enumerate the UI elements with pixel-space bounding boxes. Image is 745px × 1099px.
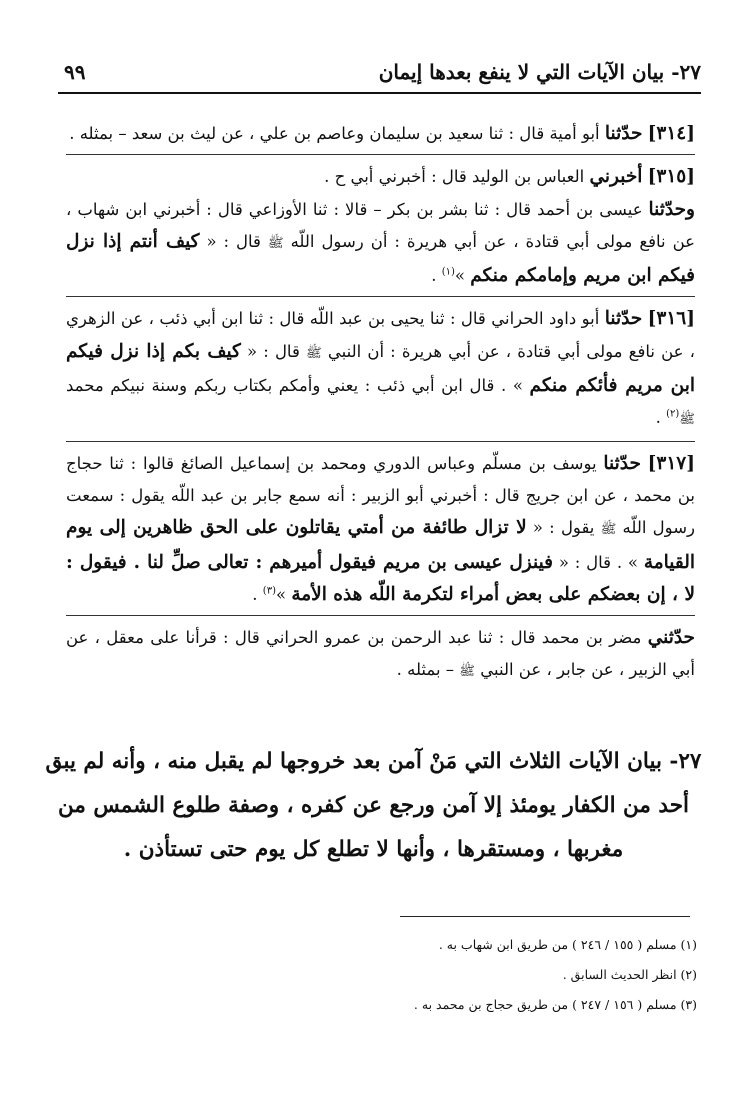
hadith-number: [٣١٦] — [647, 308, 695, 330]
salutation-mark: ﷺ — [679, 412, 695, 428]
hadith-number: [٣١٧] — [647, 452, 695, 474]
footnote-1: (١) مسلم ( ١٥٥ / ٢٤٦ ) من طريق ابن شهاب به . — [438, 937, 697, 952]
narration-lead: حدّثنا — [603, 452, 641, 474]
hadith-text: أبو أمية قال : ثنا سعيد بن سليمان وعاصم بن علي ، عن ليث بن سعد – بمثله . — [69, 124, 605, 143]
hadith-text: العباس بن الوليد قال : أخبرني أبي ح . — [324, 167, 590, 187]
hadith-text: قال : « — [199, 231, 268, 251]
prophetic-quote: كيف أنتم إذا نزل فيكم ابن مريم وإمامكم منكم — [66, 230, 695, 287]
quote-close: » — [275, 584, 292, 604]
footnotes — [60, 930, 697, 1020]
prophetic-quote: لا تزال طائفة من أمتي يقاتلون على الحق ظاهرين إلى يوم القيامة — [66, 517, 695, 573]
footnote-ref: (٢) — [666, 408, 680, 420]
narration-lead: وحدّثنا — [648, 198, 695, 220]
sentence-end: . — [655, 408, 667, 428]
narration-lead: حدّثنا — [604, 123, 643, 144]
hadith-number: [٣١٤] — [647, 123, 695, 144]
narration-lead: أخبرني — [589, 166, 643, 188]
narration-lead: حدّثنا — [604, 308, 643, 330]
sentence-end: . — [252, 584, 263, 604]
hadith-text: مضر بن محمد قال : ثنا عبد الرحمن بن عمرو الحراني قال : قرأنا على معقل ، عن أبي الزبير ، عن جابر ، عن النبي — [66, 628, 695, 680]
sentence-end: . — [431, 266, 442, 286]
page-number: ٩٩ — [64, 60, 86, 84]
footnote-2: (٢) انظر الحديث السابق . — [562, 967, 697, 982]
section-divider — [66, 441, 695, 442]
salutation-mark: ﷺ — [306, 345, 322, 361]
section-divider — [66, 615, 695, 616]
section-divider — [66, 296, 695, 297]
narration-lead: حدّثني — [647, 627, 695, 649]
footnote-separator — [400, 916, 690, 917]
hadith-text: يقول : « — [526, 518, 601, 538]
footnote-ref: (١) — [441, 266, 455, 278]
section-divider — [66, 154, 695, 155]
salutation-mark: ﷺ — [600, 522, 617, 538]
prophetic-quote: كيف بكم إذا نزل فيكم ابن مريم فأئكم منكم — [66, 340, 696, 397]
prophetic-quote: فينزل عيسى بن مريم فيقول أميرهم : تعالى صلِّ لنا . فيقول : لا ، إن بعضكم على بعض أمراء لتكرمة اللّه هذه الأمة — [66, 551, 695, 605]
hadith-317 — [66, 448, 695, 611]
hadith-317-chain-2 — [66, 622, 695, 689]
hadith-text: يوسف بن مسلّم وعباس الدوري ومحمد بن إسماعيل الصائغ قالوا : ثنا حجاج بن محمد ، عن ابن جريج قال : أخبرني أبو الزبير : أنه سمع جابر بن عبد اللّه يقول : سمعت رسول اللّه — [66, 453, 695, 538]
sentence-end: – بمثله . — [396, 660, 460, 680]
chapter-heading: ٢٧- بيان الآيات الثلاث التي مَنْ آمن بعد خروجها لم يقبل منه ، وأنه لم يبق أحد من الكفار يومئذ إلا آمن ورجع عن كفره ، وصفة طلوع الشمس من مغربها ، ومستقرها ، وأنها لا تطلع كل يوم حتى تستأذن . — [45, 749, 702, 862]
chapter-running-title: ٢٧- بيان الآيات التي لا ينفع بعدها إيمان — [378, 60, 701, 84]
salutation-mark: ﷺ — [267, 235, 284, 251]
hadith-314 — [66, 118, 695, 150]
footnote-ref: (٣) — [262, 585, 276, 597]
hadith-316 — [66, 303, 695, 436]
hadith-body — [66, 118, 695, 689]
running-header — [58, 52, 701, 94]
footnote-3: (٣) مسلم ( ١٥٦ / ٢٤٧ ) من طريق حجاج بن محمد به . — [413, 997, 697, 1012]
hadith-text: » . قال : « — [553, 552, 644, 572]
hadith-text: أبو داود الحراني قال : ثنا يحيى بن عبد اللّه قال : ثنا ابن أبي ذئب ، عن الزهري ، عن نافع مولى أبي قتادة ، عن أبي هريرة : أن النبي — [66, 309, 695, 361]
hadith-315-chain-2 — [66, 194, 695, 293]
hadith-text: » . قال ابن أبي ذئب : يعني وأمكم بكتاب ربكم وسنة نبيكم محمد — [66, 376, 530, 396]
hadith-number: [٣١٥] — [647, 166, 695, 188]
hadith-text: عيسى بن أحمد قال : ثنا بشر بن بكر – قالا : ثنا الأوزاعي قال : أخبرني ابن شهاب ، عن نافع مولى أبي قتادة ، عن أبي هريرة : أن رسول اللّه — [66, 199, 695, 251]
salutation-mark: ﷺ — [459, 664, 475, 680]
hadith-315 — [66, 161, 695, 193]
quote-close: » — [454, 266, 471, 286]
hadith-text: قال : « — [240, 341, 306, 361]
